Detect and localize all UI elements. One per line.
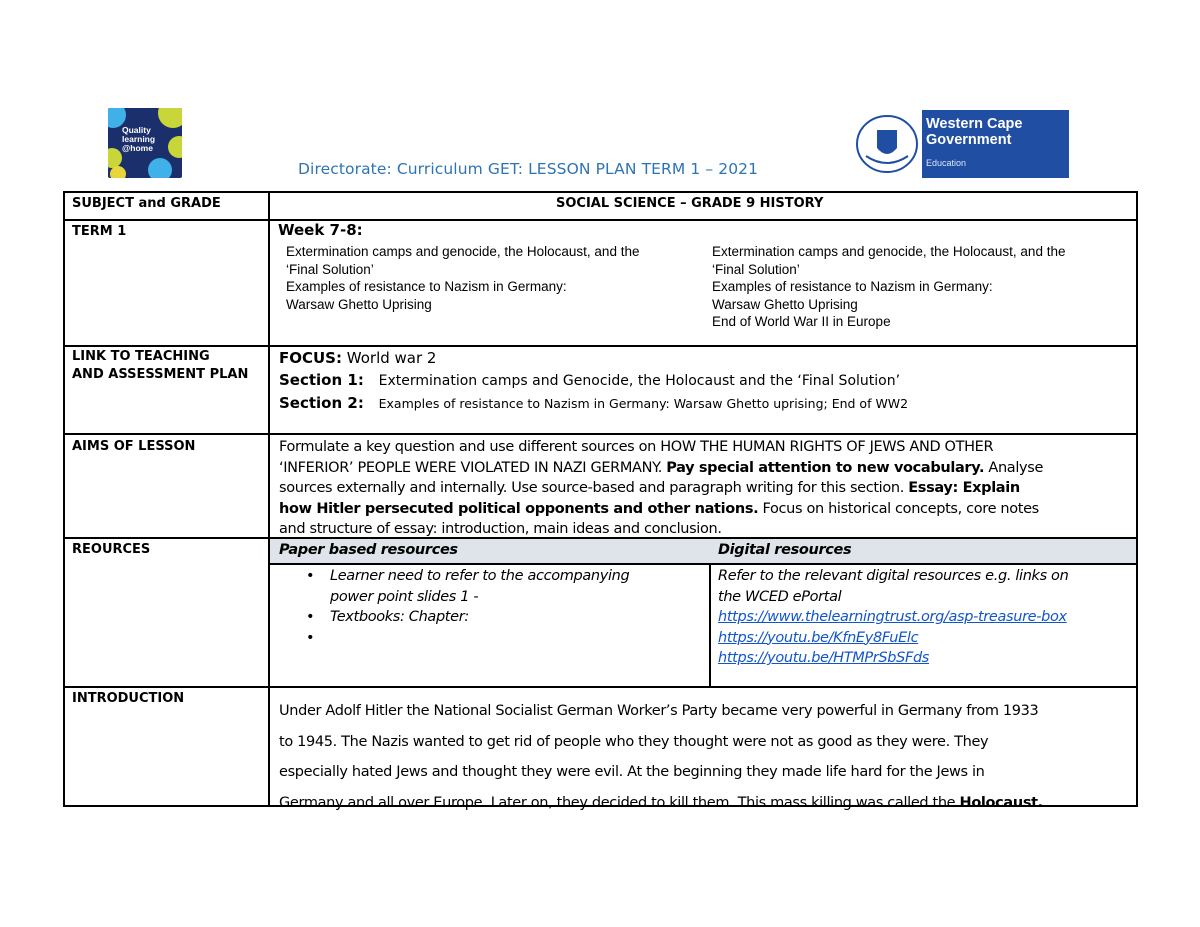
table-border: [270, 563, 1138, 565]
intro-fragment: Germany and all over Europe. Later on, they decided to kill them. This mass killing was called the: [279, 794, 956, 811]
focus-label: FOCUS:: [279, 349, 342, 367]
table-border: [1136, 191, 1138, 807]
topic-line: Extermination camps and genocide, the Holocaust, and the: [286, 244, 640, 259]
aims-line: and structure of essay: introduction, main ideas and conclusion.: [279, 521, 722, 537]
table-border: [63, 191, 1138, 193]
aims-emphasis: how Hitler persecuted political opponents and other nations.: [279, 500, 759, 517]
aims-emphasis: Pay special attention to new vocabulary.: [666, 459, 985, 476]
table-border: [63, 686, 1138, 688]
intro-emphasis: Holocaust.: [959, 794, 1043, 811]
topic-line: ‘Final Solution’: [286, 261, 374, 277]
intro-line: Under Adolf Hitler the National Socialist German Worker’s Party became very powerful in Germany from 1933: [279, 703, 1039, 719]
list-item: [306, 587, 629, 608]
table-border: [63, 191, 65, 807]
topic-line: Examples of resistance to Nazism in Germany:: [712, 279, 993, 294]
digital-resources-heading: Digital resources: [718, 542, 852, 558]
label-line: AND ASSESSMENT PLAN: [72, 367, 249, 382]
coat-of-arms-icon: [852, 110, 922, 178]
logo-line: @home: [122, 143, 153, 153]
document-title: Directorate: Curriculum GET: LESSON PLAN TERM 1 – 2021: [298, 160, 759, 178]
term-topics-col1: [286, 243, 639, 313]
bullet: •: [306, 568, 315, 584]
label-line: LINK TO TEACHING: [72, 349, 210, 364]
resource-link[interactable]: https://youtu.be/KfnEy8FuElc: [718, 629, 919, 646]
aims-fragment: Analyse: [988, 459, 1044, 476]
paper-resources-heading: Paper based resources: [279, 542, 458, 558]
list-item: [306, 607, 629, 628]
aims-emphasis: Essay: Explain: [908, 480, 1020, 496]
topic-line: Warsaw Ghetto Uprising: [712, 296, 858, 312]
introduction-text: [279, 696, 1043, 818]
topic-line: Warsaw Ghetto Uprising: [286, 296, 432, 312]
digital-text-line: Refer to the relevant digital resources e.g. links on: [718, 568, 1069, 584]
quality-learning-logo: [108, 108, 182, 178]
focus-line: [279, 349, 436, 367]
topic-line: End of World War II in Europe: [712, 314, 891, 329]
section1-label: Section 1:: [279, 371, 364, 389]
intro-line: to 1945. The Nazis wanted to get rid of people who they thought were not as good as they were. They: [279, 733, 989, 750]
digital-text-line: the WCED ePortal: [718, 588, 842, 605]
logo-line: Western Cape: [926, 116, 1023, 132]
aims-line: [279, 478, 1043, 499]
focus-value: World war 2: [346, 349, 437, 367]
table-border: [63, 345, 1138, 347]
intro-line: especially hated Jews and thought they were evil. At the beginning they made life hard for the Jews in: [279, 764, 985, 780]
week-heading: Week 7-8:: [278, 221, 363, 239]
section1-line: [279, 371, 900, 389]
aims-line: [279, 458, 1043, 479]
section1-value: Extermination camps and Genocide, the Holocaust and the ‘Final Solution’: [378, 373, 901, 389]
aims-fragment: ‘INFERIOR’ PEOPLE WERE VIOLATED IN NAZI GERMANY.: [279, 459, 662, 476]
term-label: TERM 1: [72, 224, 127, 239]
intro-line: [279, 788, 1043, 819]
list-item: [306, 566, 629, 587]
bullet: •: [306, 629, 315, 646]
introduction-label: INTRODUCTION: [72, 691, 185, 706]
subject-label: SUBJECT and GRADE: [72, 196, 221, 211]
link-label: [72, 348, 248, 384]
resource-link[interactable]: https://www.thelearningtrust.org/asp-treasure-box: [718, 609, 1067, 625]
subject-value: SOCIAL SCIENCE – GRADE 9 HISTORY: [556, 196, 824, 211]
resources-label: REOURCES: [72, 542, 151, 557]
aims-fragment: Focus on historical concepts, core notes: [762, 500, 1039, 517]
aims-line: Formulate a key question and use different sources on HOW THE HUMAN RIGHTS OF JEWS AND OTHER: [279, 439, 994, 455]
resource-link[interactable]: https://youtu.be/HTMPrSbSFds: [718, 650, 929, 666]
section2-line: [279, 394, 908, 412]
section2-label: Section 2:: [279, 394, 364, 412]
section2-value: Examples of resistance to Nazism in Germany: Warsaw Ghetto uprising; End of WW2: [378, 396, 909, 411]
term-topics-col2: [712, 243, 1065, 331]
table-border: [63, 219, 1138, 221]
digital-resources-list: [718, 566, 1068, 669]
western-cape-government-logo: [852, 110, 1069, 178]
bullet: •: [306, 609, 315, 625]
aims-fragment: sources externally and internally. Use source-based and paragraph writing for this section.: [279, 480, 904, 496]
item-text: Textbooks: Chapter:: [330, 609, 469, 625]
aims-line: [279, 499, 1043, 520]
table-border: [63, 433, 1138, 435]
logo-line: Quality: [122, 125, 151, 135]
aims-text: [279, 437, 1043, 540]
topic-line: Extermination camps and genocide, the Holocaust, and the: [712, 244, 1066, 259]
aims-label: AIMS OF LESSON: [72, 439, 196, 454]
item-text: power point slides 1 -: [330, 588, 479, 605]
item-text: Learner need to refer to the accompanying: [330, 568, 630, 584]
topic-line: Examples of resistance to Nazism in Germany:: [286, 279, 567, 294]
logo-line: Education: [926, 158, 967, 168]
list-item: [306, 628, 629, 649]
paper-resources-list: [306, 566, 629, 648]
logo-line: learning: [122, 134, 156, 144]
logo-line: Government: [926, 132, 1012, 148]
table-border: [268, 191, 270, 807]
topic-line: ‘Final Solution’: [712, 261, 800, 277]
